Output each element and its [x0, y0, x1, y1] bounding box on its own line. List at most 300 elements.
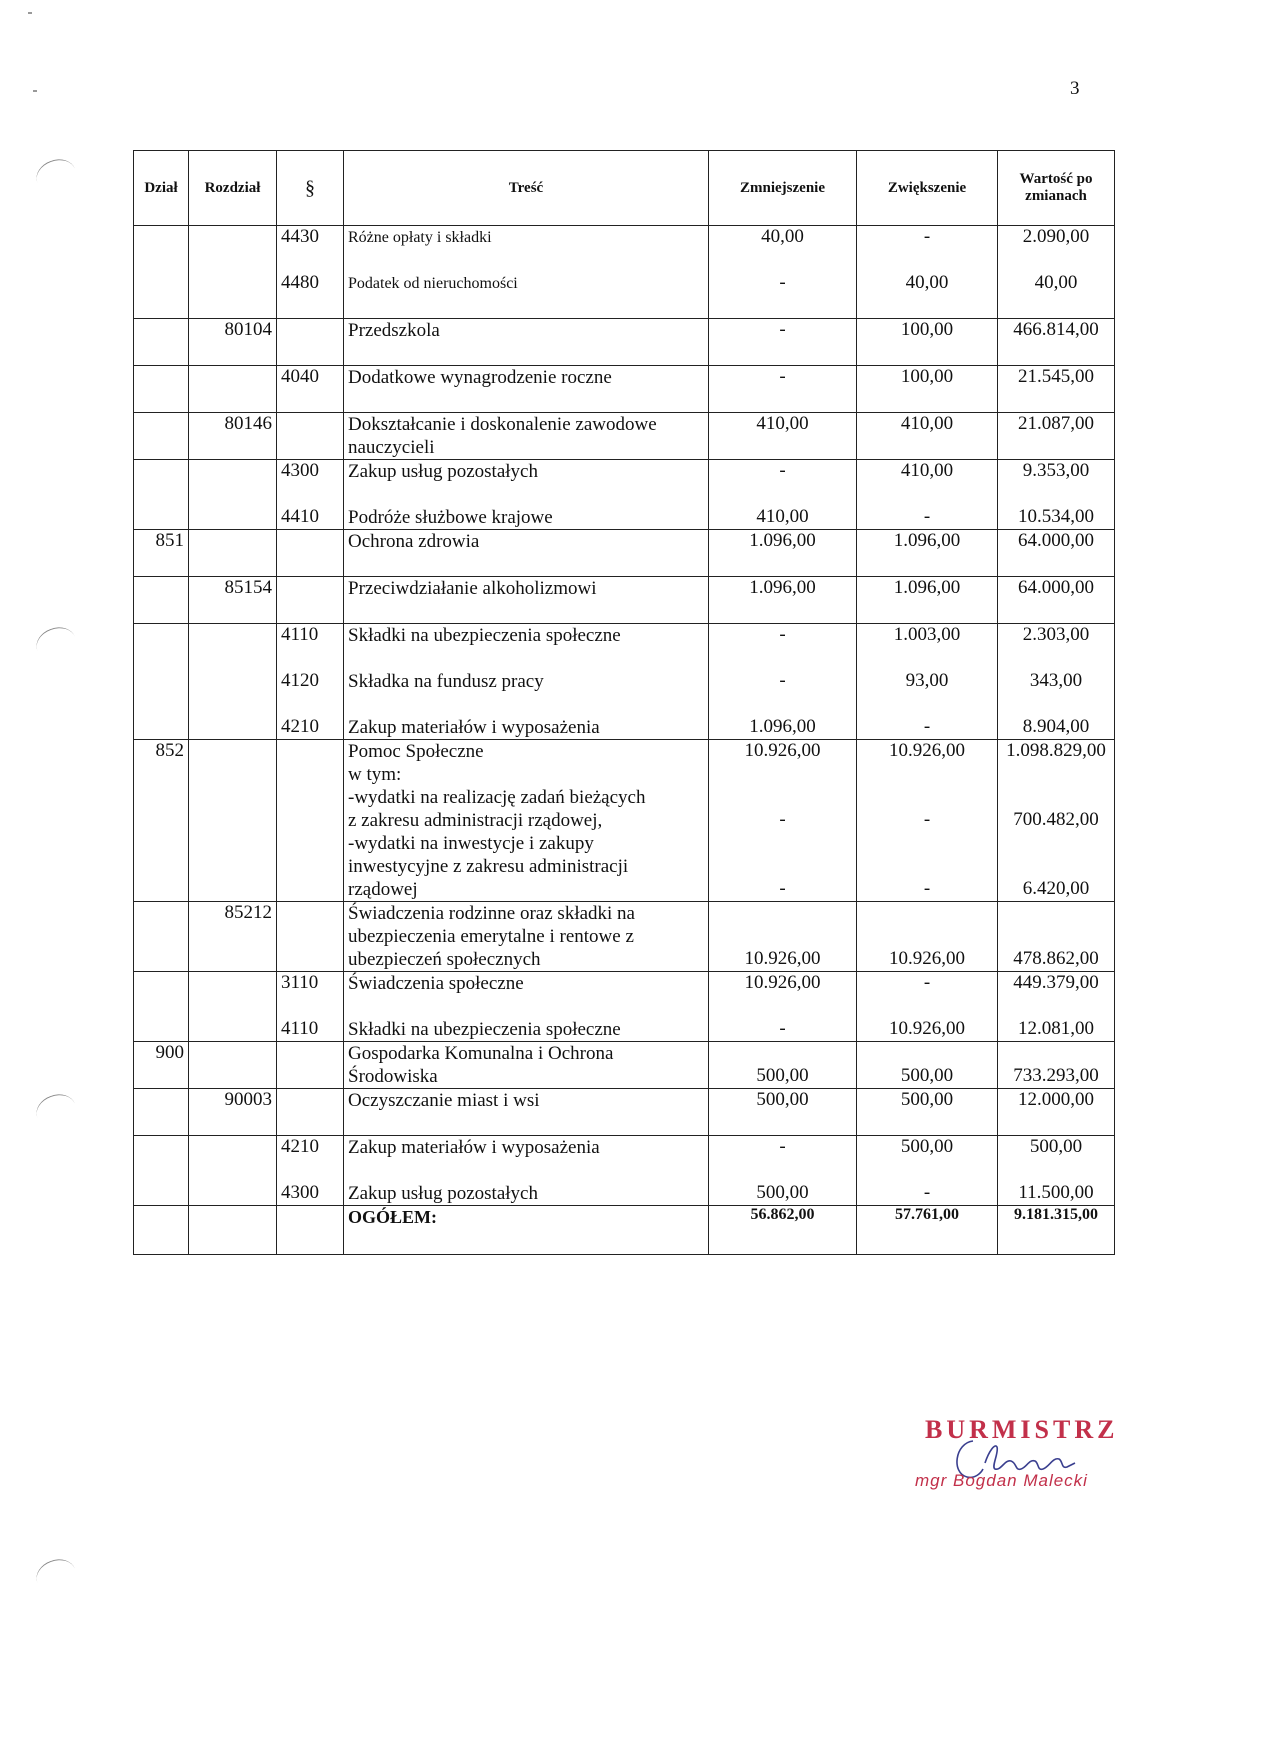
cell-line: [193, 972, 272, 995]
cell-line: [281, 319, 339, 342]
cell-line: [193, 366, 272, 389]
cell-line: -wydatki na inwestycje i zakupy: [348, 833, 594, 854]
cell-line: 852: [155, 740, 184, 761]
tresc-cell: [344, 624, 709, 740]
cell-line: [281, 832, 339, 855]
cell-line: [138, 763, 184, 786]
paragraf-cell: [277, 740, 344, 902]
col-header-tresc: Treść: [344, 151, 709, 226]
dzial-cell: [134, 530, 189, 577]
wartosc-cell: [998, 972, 1115, 1042]
cell-line: 4480: [281, 272, 319, 293]
cell-line: [193, 553, 272, 576]
table-row: [134, 1089, 1115, 1136]
cell-line: [193, 1136, 272, 1159]
cell-line: [193, 226, 272, 249]
paragraf-cell: [277, 1042, 344, 1089]
cell-line: [348, 693, 704, 716]
cell-line: [713, 1159, 852, 1182]
dzial-cell: [134, 972, 189, 1042]
cell-line: [193, 716, 272, 739]
zwiekszenie-cell: [857, 413, 998, 460]
cell-line: rządowej: [348, 879, 418, 900]
cell-line: [281, 786, 339, 809]
cell-line: 9.353,00: [1022, 460, 1090, 481]
col-header-zwiekszenie: Zwiększenie: [857, 151, 998, 226]
cell-line: [138, 925, 184, 948]
cell-line: Dokształcanie i doskonalenie zawodowe: [348, 414, 657, 435]
cell-line: -: [923, 226, 931, 247]
scan-speck: [28, 12, 32, 14]
table-row: [134, 577, 1115, 624]
table-row: [134, 530, 1115, 577]
tresc-cell: [344, 1042, 709, 1089]
cell-line: Różne opłaty i składki: [348, 229, 492, 246]
cell-line: 478.862,00: [1013, 948, 1099, 969]
cell-line: [193, 763, 272, 786]
cell-line: Przeciwdziałanie alkoholizmowi: [348, 578, 597, 599]
cell-line: z zakresu administracji rządowej,: [348, 810, 603, 831]
cell-line: [713, 389, 852, 412]
cell-line: [193, 249, 272, 272]
cell-line: 93,00: [905, 670, 949, 691]
cell-line: Ochrona zdrowia: [348, 531, 480, 552]
cell-line: 410,00: [900, 460, 954, 481]
binder-hole-mark: [32, 154, 80, 197]
cell-line: Świadczenia społeczne: [348, 973, 524, 994]
cell-line: 64.000,00: [1018, 577, 1094, 598]
cell-line: [713, 855, 852, 878]
tresc-cell: [344, 1089, 709, 1136]
cell-line: [281, 763, 339, 786]
cell-line: -: [779, 1136, 786, 1157]
cell-line: [348, 342, 704, 365]
cell-line: [861, 295, 993, 318]
cell-line: [713, 295, 852, 318]
cell-line: [1002, 1112, 1110, 1135]
cell-line: -: [923, 1182, 931, 1203]
cell-line: 410,00: [900, 413, 954, 434]
cell-line: [861, 925, 993, 948]
cell-line: 4120: [281, 670, 319, 691]
cell-line: [281, 855, 339, 878]
cell-line: [138, 483, 184, 506]
total-zmniejszenie: 56.862,00: [709, 1206, 857, 1255]
cell-line: [348, 295, 704, 318]
cell-line: 2.303,00: [1022, 624, 1090, 645]
rozdzial-cell: [189, 1042, 277, 1089]
cell-line: [861, 436, 993, 459]
table-row: [134, 624, 1115, 740]
cell-line: 10.926,00: [744, 948, 821, 969]
table-row: [134, 226, 1115, 319]
table-cell: [277, 1206, 344, 1255]
cell-line: [281, 295, 339, 318]
cell-line: [193, 1042, 272, 1065]
table-row: [134, 366, 1115, 413]
cell-line: [138, 693, 184, 716]
cell-line: [138, 647, 184, 670]
cell-line: 1.096,00: [749, 716, 816, 737]
cell-line: 500,00: [756, 1089, 809, 1110]
cell-line: Dodatkowe wynagrodzenie roczne: [348, 367, 612, 388]
cell-line: [281, 483, 339, 506]
cell-line: 700.482,00: [1013, 809, 1099, 830]
table-row: [134, 740, 1115, 902]
dzial-cell: [134, 319, 189, 366]
cell-line: [861, 483, 993, 506]
cell-line: [348, 995, 704, 1018]
cell-line: -: [923, 878, 931, 899]
cell-line: [861, 832, 993, 855]
cell-line: Gospodarka Komunalna i Ochrona: [348, 1043, 614, 1064]
cell-line: [138, 878, 184, 901]
cell-line: [713, 693, 852, 716]
rozdzial-cell: [189, 902, 277, 972]
cell-line: [138, 786, 184, 809]
cell-line: Składka na fundusz pracy: [348, 671, 544, 692]
zmniejszenie-cell: [709, 226, 857, 319]
cell-line: 449.379,00: [1013, 972, 1099, 993]
cell-line: 85212: [224, 902, 272, 923]
cell-line: 3110: [281, 972, 319, 993]
total-wartosc: 9.181.315,00: [998, 1206, 1115, 1255]
cell-line: [193, 786, 272, 809]
cell-line: 90003: [224, 1089, 272, 1110]
budget-table: [133, 150, 1115, 1255]
cell-line: 40,00: [905, 272, 949, 293]
cell-line: [281, 647, 339, 670]
cell-line: [1002, 902, 1110, 925]
cell-line: -wydatki na realizację zadań bieżących: [348, 787, 646, 808]
cell-line: [138, 995, 184, 1018]
cell-line: [193, 1182, 272, 1205]
cell-line: [193, 460, 272, 483]
cell-line: [281, 809, 339, 832]
cell-line: 10.926,00: [889, 740, 965, 761]
mayor-stamp: [915, 1415, 1135, 1515]
zmniejszenie-cell: [709, 624, 857, 740]
cell-line: [138, 366, 184, 389]
cell-line: [193, 506, 272, 529]
cell-line: [138, 670, 184, 693]
tresc-cell: [344, 902, 709, 972]
cell-line: [281, 740, 339, 763]
cell-line: [348, 553, 704, 576]
cell-line: [348, 600, 704, 623]
tresc-cell: [344, 530, 709, 577]
cell-line: [193, 809, 272, 832]
rozdzial-cell: [189, 1089, 277, 1136]
cell-line: [1002, 1159, 1110, 1182]
cell-line: -: [779, 319, 786, 340]
rozdzial-cell: [189, 972, 277, 1042]
table-row: [134, 1042, 1115, 1089]
cell-line: [713, 902, 852, 925]
cell-line: [1002, 925, 1110, 948]
zmniejszenie-cell: [709, 413, 857, 460]
cell-line: [281, 995, 339, 1018]
cell-line: [861, 693, 993, 716]
cell-line: [861, 1112, 993, 1135]
cell-line: [281, 600, 339, 623]
cell-line: w tym:: [348, 764, 402, 785]
cell-line: 4300: [281, 1182, 319, 1203]
rozdzial-cell: [189, 366, 277, 413]
tresc-cell: [344, 972, 709, 1042]
wartosc-cell: [998, 1042, 1115, 1089]
binder-hole-mark: [32, 622, 80, 665]
cell-line: [1002, 600, 1110, 623]
cell-line: [861, 1042, 993, 1065]
table-cell: [134, 1206, 189, 1255]
cell-line: 500,00: [1029, 1136, 1083, 1157]
cell-line: [1002, 995, 1110, 1018]
cell-line: [138, 1182, 184, 1205]
cell-line: [861, 995, 993, 1018]
cell-line: [138, 460, 184, 483]
zwiekszenie-cell: [857, 460, 998, 530]
cell-line: [193, 855, 272, 878]
rozdzial-cell: [189, 624, 277, 740]
cell-line: [193, 832, 272, 855]
cell-line: [713, 995, 852, 1018]
cell-line: [193, 948, 272, 971]
cell-line: -: [923, 972, 931, 993]
cell-line: -: [779, 878, 786, 899]
cell-line: [281, 948, 339, 971]
cell-line: 4110: [281, 624, 319, 645]
wartosc-cell: [998, 530, 1115, 577]
dzial-cell: [134, 413, 189, 460]
cell-line: [861, 342, 993, 365]
rozdzial-cell: [189, 460, 277, 530]
cell-line: [193, 995, 272, 1018]
table-header-row: [134, 151, 1115, 226]
cell-line: [193, 295, 272, 318]
cell-line: [193, 1018, 272, 1041]
cell-line: [138, 342, 184, 365]
cell-line: 1.096,00: [893, 530, 961, 551]
tresc-cell: [344, 226, 709, 319]
zmniejszenie-cell: [709, 366, 857, 413]
cell-line: 12.081,00: [1018, 1018, 1094, 1039]
col-header-wartosc: Wartość po zmianach: [998, 151, 1115, 226]
dzial-cell: [134, 624, 189, 740]
cell-line: [138, 1159, 184, 1182]
cell-line: 4210: [281, 1136, 319, 1157]
cell-line: [138, 272, 184, 295]
cell-line: [281, 693, 339, 716]
cell-line: 500,00: [900, 1065, 954, 1086]
zwiekszenie-cell: [857, 366, 998, 413]
cell-line: [138, 855, 184, 878]
cell-line: [713, 249, 852, 272]
tresc-cell: [344, 577, 709, 624]
cell-line: [281, 342, 339, 365]
cell-line: 4430: [281, 226, 319, 247]
wartosc-cell: [998, 624, 1115, 740]
cell-line: [281, 436, 339, 459]
cell-line: [138, 1065, 184, 1088]
cell-line: [138, 600, 184, 623]
cell-line: 10.926,00: [889, 1018, 965, 1039]
cell-line: [1002, 832, 1110, 855]
cell-line: [193, 436, 272, 459]
zwiekszenie-cell: [857, 226, 998, 319]
cell-line: 900: [155, 1042, 184, 1063]
cell-line: Pomoc Społeczne: [348, 741, 484, 762]
cell-line: [193, 483, 272, 506]
cell-line: 4300: [281, 460, 319, 481]
cell-line: 1.096,00: [893, 577, 961, 598]
zwiekszenie-cell: [857, 902, 998, 972]
cell-line: 500,00: [900, 1136, 954, 1157]
wartosc-cell: [998, 319, 1115, 366]
cell-line: Świadczenia rodzinne oraz składki na: [348, 903, 635, 924]
cell-line: 500,00: [756, 1182, 809, 1203]
zwiekszenie-cell: [857, 577, 998, 624]
cell-line: Składki na ubezpieczenia społeczne: [348, 1019, 621, 1040]
dzial-cell: [134, 902, 189, 972]
cell-line: 851: [155, 530, 184, 551]
wartosc-cell: [998, 1089, 1115, 1136]
paragraf-cell: [277, 460, 344, 530]
cell-line: 40,00: [1034, 272, 1078, 293]
cell-line: [713, 925, 852, 948]
rozdzial-cell: [189, 413, 277, 460]
cell-line: [138, 1136, 184, 1159]
cell-line: -: [779, 1018, 786, 1039]
table-row: [134, 460, 1115, 530]
paragraf-cell: [277, 226, 344, 319]
cell-line: 10.926,00: [889, 948, 965, 969]
cell-line: [138, 319, 184, 342]
cell-line: -: [923, 506, 931, 527]
cell-line: 1.098.829,00: [1006, 740, 1106, 761]
cell-line: Środowiska: [348, 1066, 438, 1087]
wartosc-cell: [998, 902, 1115, 972]
cell-line: [348, 1112, 704, 1135]
cell-line: 2.090,00: [1022, 226, 1090, 247]
cell-line: [348, 1159, 704, 1182]
cell-line: 1.003,00: [893, 624, 961, 645]
cell-line: [281, 249, 339, 272]
cell-line: 21.545,00: [1018, 366, 1094, 387]
cell-line: [138, 832, 184, 855]
cell-line: [193, 624, 272, 647]
cell-line: [713, 647, 852, 670]
cell-line: [138, 1112, 184, 1135]
cell-line: [1002, 436, 1110, 459]
cell-line: 80146: [224, 413, 272, 434]
col-header-paragraf: §: [277, 151, 344, 226]
cell-line: [138, 436, 184, 459]
cell-line: 64.000,00: [1018, 530, 1094, 551]
zwiekszenie-cell: [857, 319, 998, 366]
cell-line: [1002, 483, 1110, 506]
cell-line: [281, 389, 339, 412]
cell-line: ubezpieczeń społecznych: [348, 949, 541, 970]
table-row: [134, 902, 1115, 972]
dzial-cell: [134, 1089, 189, 1136]
zmniejszenie-cell: [709, 1089, 857, 1136]
cell-line: Podatek od nieruchomości: [348, 275, 518, 292]
cell-line: [138, 389, 184, 412]
cell-line: 410,00: [756, 413, 809, 434]
cell-line: -: [923, 716, 931, 737]
cell-line: [281, 1042, 339, 1065]
paragraf-cell: [277, 972, 344, 1042]
binder-hole-mark: [32, 1554, 80, 1597]
wartosc-cell: [998, 226, 1115, 319]
cell-line: [193, 647, 272, 670]
tresc-cell: [344, 460, 709, 530]
cell-line: Przedszkola: [348, 320, 440, 341]
zwiekszenie-cell: [857, 1042, 998, 1089]
tresc-cell: [344, 740, 709, 902]
cell-line: [348, 389, 704, 412]
scan-speck: [33, 90, 37, 92]
cell-line: Zakup materiałów i wyposażenia: [348, 717, 600, 738]
cell-line: [193, 600, 272, 623]
cell-line: [193, 1159, 272, 1182]
cell-line: [861, 647, 993, 670]
cell-line: [713, 553, 852, 576]
cell-line: [138, 716, 184, 739]
cell-line: [193, 740, 272, 763]
table-row: [134, 413, 1115, 460]
stamp-title: BURMISTRZ: [925, 1415, 1119, 1444]
zmniejszenie-cell: [709, 1042, 857, 1089]
zwiekszenie-cell: [857, 740, 998, 902]
cell-line: -: [923, 809, 931, 830]
cell-line: [281, 413, 339, 436]
cell-line: [138, 413, 184, 436]
cell-line: [138, 226, 184, 249]
zmniejszenie-cell: [709, 577, 857, 624]
zmniejszenie-cell: [709, 740, 857, 902]
wartosc-cell: [998, 460, 1115, 530]
cell-line: [713, 436, 852, 459]
cell-line: [193, 1065, 272, 1088]
cell-line: [281, 530, 339, 553]
table-cell: [189, 1206, 277, 1255]
cell-line: [281, 1065, 339, 1088]
cell-line: [1002, 553, 1110, 576]
cell-line: [1002, 1042, 1110, 1065]
cell-line: [138, 972, 184, 995]
paragraf-cell: [277, 366, 344, 413]
zmniejszenie-cell: [709, 1136, 857, 1206]
table-row: [134, 1136, 1115, 1206]
rozdzial-cell: [189, 577, 277, 624]
zmniejszenie-cell: [709, 972, 857, 1042]
cell-line: -: [779, 809, 786, 830]
paragraf-cell: [277, 319, 344, 366]
cell-line: 8.904,00: [1022, 716, 1090, 737]
cell-line: 10.926,00: [744, 740, 821, 761]
cell-line: -: [779, 272, 786, 293]
cell-line: [281, 577, 339, 600]
cell-line: 4040: [281, 366, 319, 387]
cell-line: [1002, 342, 1110, 365]
cell-line: ubezpieczenia emerytalne i rentowe z: [348, 926, 634, 947]
rozdzial-cell: [189, 530, 277, 577]
zwiekszenie-cell: [857, 972, 998, 1042]
binder-hole-mark: [32, 1089, 80, 1132]
total-zwiekszenie: 57.761,00: [857, 1206, 998, 1255]
